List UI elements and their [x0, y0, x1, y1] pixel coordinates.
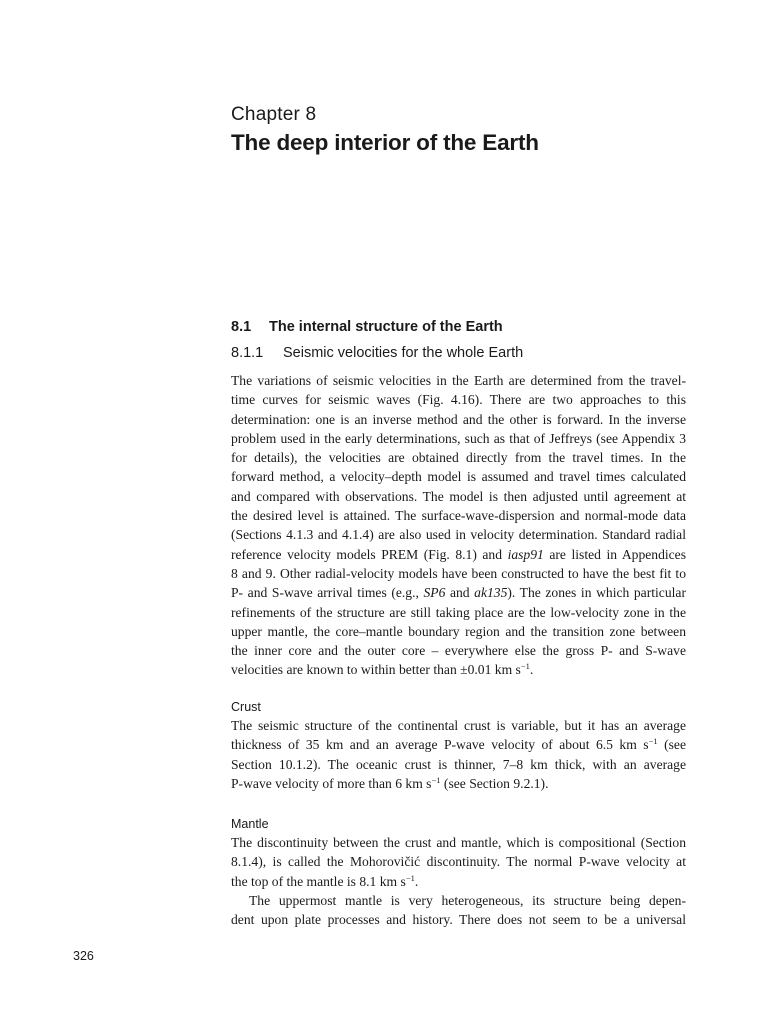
text-span: P-wave velocity of more than 6 km s — [231, 775, 432, 791]
text-span: reference velocity models PREM (Fig. 8.1) and — [231, 546, 508, 562]
text-span: are listed in Appendices — [543, 546, 686, 562]
subsection-number: 8.1.1 — [231, 345, 264, 361]
model-name-iasp91: iasp91 — [507, 546, 544, 562]
chapter-label: Chapter 8 — [231, 104, 317, 125]
page-number: 326 — [73, 949, 94, 963]
crust-section — [231, 698, 686, 793]
text-line: 8 and 9. Other radial-velocity models have been constructed to have the best fit to — [231, 565, 686, 581]
text-line — [231, 583, 686, 602]
text-line: refinements of the structure are still taking place are the low-velocity zone in the — [231, 604, 686, 620]
text-span: . — [529, 662, 534, 678]
model-name-ak135: ak135 — [474, 585, 508, 601]
text-span: thickness of 35 km and an average P-wave velocity of about 6.5 km s — [231, 737, 649, 753]
text-line: the desired level is attained. The surface-wave-dispersion and normal-mode data — [231, 508, 686, 524]
text-span: P- and S-wave arrival times (e.g., — [231, 585, 424, 601]
text-line — [231, 660, 686, 679]
text-line: time curves for seismic waves (Fig. 4.16). There are two approaches to this — [231, 392, 686, 408]
text-span: . — [414, 873, 419, 889]
section-number: 8.1 — [231, 319, 252, 335]
text-line: 8.1.4), is called the Mohorovičić discontinuity. The normal P-wave velocity at — [231, 854, 686, 870]
text-line: upper mantle, the core–mantle boundary region and the transition zone between — [231, 623, 686, 639]
subsection-heading — [231, 345, 523, 361]
text-span: and — [445, 585, 475, 601]
text-line: The discontinuity between the crust and mantle, which is compositional (Section — [231, 835, 686, 850]
text-line: and compared with observations. The model is then adjusted until agreement at — [231, 488, 686, 504]
text-line: Section 10.1.2). The oceanic crust is thinner, 7–8 km thick, with an average — [231, 756, 686, 772]
crust-heading: Crust — [231, 700, 261, 714]
text-span: the top of the mantle is 8.1 km s — [231, 873, 406, 889]
text-line: the inner core and the outer core – everywhere else the gross P- and S-wave — [231, 643, 686, 659]
text-span: (see — [657, 737, 686, 753]
exponent: −1 — [648, 736, 658, 747]
text-span: velocities are known to within better than ±0.01 km s — [231, 662, 521, 678]
mantle-heading: Mantle — [231, 817, 269, 831]
text-span: (see Section 9.2.1). — [440, 775, 549, 791]
text-line: determination: one is an inverse method and the other is forward. In the inverse — [231, 411, 686, 427]
text-line: The seismic structure of the continental crust is variable, but it has an average — [231, 718, 686, 733]
text-line: The uppermost mantle is very heterogeneous, its structure being depen- — [249, 892, 686, 908]
text-line: problem used in the early determinations, such as that of Jeffreys (see Appendix 3 — [231, 430, 686, 446]
text-line: for details), the velocities are obtained directly from the travel times. In the — [231, 450, 686, 466]
exponent: −1 — [431, 774, 441, 785]
text-line — [231, 774, 686, 793]
text-line — [231, 872, 686, 891]
mantle-section — [231, 815, 686, 929]
text-line: dent upon plate processes and history. There does not seem to be a universal — [231, 912, 686, 928]
chapter-title: The deep interior of the Earth — [231, 130, 539, 155]
text-line: forward method, a velocity–depth model is assumed and travel times calculated — [231, 469, 686, 485]
text-span: ). The zones in which particular — [507, 585, 686, 601]
text-line: The variations of seismic velocities in the Earth are determined from the travel- — [231, 373, 686, 388]
exponent: −1 — [405, 872, 415, 883]
text-line — [231, 545, 686, 564]
exponent: −1 — [520, 661, 530, 672]
section-heading — [231, 319, 503, 335]
paragraph-velocities — [231, 371, 686, 680]
subsection-title: Seismic velocities for the whole Earth — [283, 345, 524, 361]
section-title: The internal structure of the Earth — [269, 319, 503, 335]
model-name-sp6: SP6 — [423, 585, 446, 601]
text-line — [231, 735, 686, 754]
text-line: (Sections 4.1.3 and 4.1.4) are also used in velocity determination. Standard radial — [231, 527, 686, 543]
